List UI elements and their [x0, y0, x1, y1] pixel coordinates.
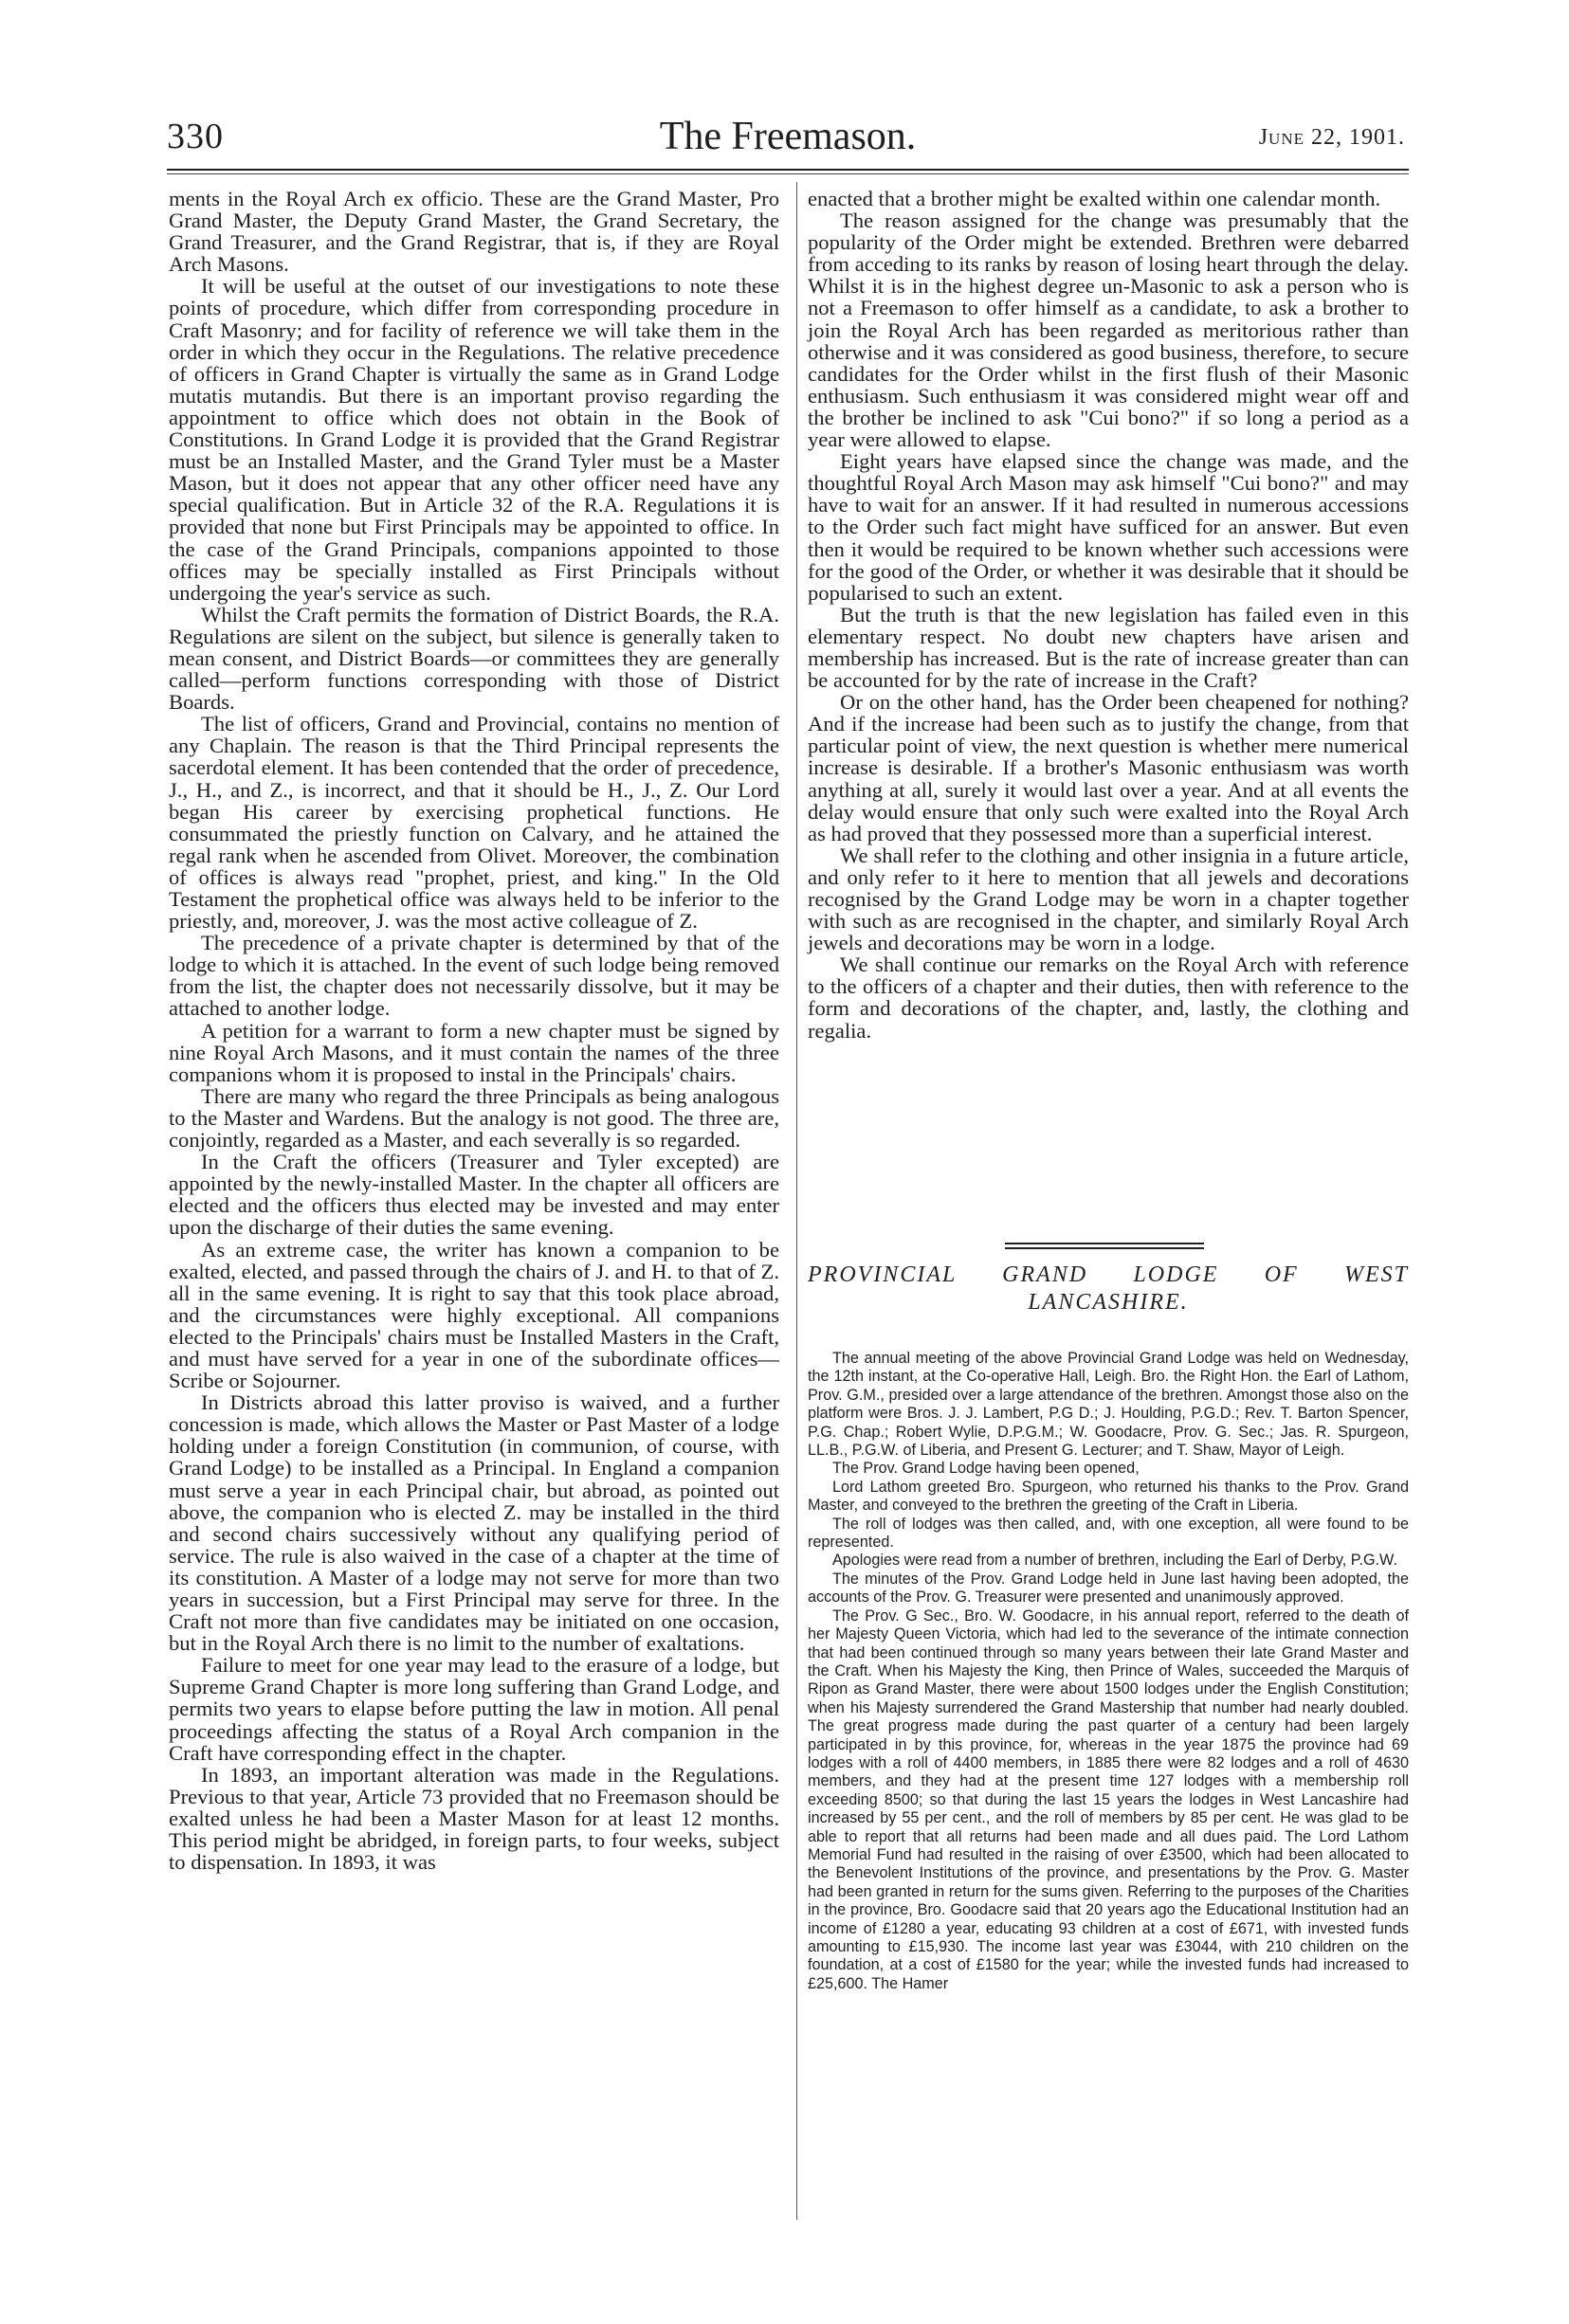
masthead: [167, 112, 1409, 169]
paragraph: We shall refer to the clothing and other insignia in a future article, and only refer to it here to mention that all jewels and decorations recognised by the Grand Lodge may be worn in a chapter together with such as are recognised in the chapter, and similarly Royal Arch jewels and decorations may be worn in a lodge.: [808, 843, 1409, 955]
paragraph: In Districts abroad this latter proviso is waived, and a further concession is made, which allows the Master or Past Master of a lodge holding under a foreign Constitution (in communion, of course, with Grand Lodge) to be installed as a Principal. In England a companion must serve a year in each Principal chair, but abroad, as pointed out above, the companion who is elected Z. may be installed in the third and second chairs successively without any qualifying period of service. The rule is also waived in the case of a chapter at the time of its constitution. A Master of a lodge may not serve for more than two years in succession, but a First Principal may serve for three. In the Craft not more than five candidates may be initiated on one occasion, but in the Royal Arch there is no limit to the number of exaltations.: [169, 1390, 779, 1656]
paragraph: Apologies were read from a number of brethren, including the Earl of Derby, P.G.W.: [832, 1552, 1397, 1570]
paragraph: The list of officers, Grand and Provincial, contains no mention of any Chaplain. The reason is that the Third Principal represents the sacerdotal element. It has been contended that the order of precedence, J., H., and Z., is incorrect, and that it should be H., J., Z. Our Lord began His career by exercising prophetical functions. He consummated the priestly function on Calvary, and he attained the regal rank when he ascended from Olivet. Moreover, the combination of offices is always read "prophet, priest, and king." In the Old Testament the prophetical office was always held to be inferior to the priestly, and, moreover, J. was the most active colleague of Z.: [169, 712, 779, 934]
article-heading-line: PROVINCIAL GRAND LODGE OF WEST: [808, 1262, 1409, 1287]
section-separator: [1005, 1243, 1204, 1253]
paragraph: In 1893, an important alteration was made in the Regulations. Previous to that year, Article 73 provided that no Freemason should be exalted unless he had been a Master Mason for at least 12 months. This period might be abridged, in foreign parts, to four weeks, subject to dispensation. In 1893, it was: [169, 1762, 779, 1875]
left-column: [169, 188, 779, 1873]
paragraph: The Prov. G Sec., Bro. W. Goodacre, in his annual report, referred to the death of her Majesty Queen Victoria, which had led to the severance of the intimate connection that had been continued through so many years between their late Grand Master and the Craft. When his Majesty the King, then Prince of Wales, succeeded the Marquis of Ripon as Grand Master, there were about 1500 lodges under the English Constitution; when his Majesty surrendered the Grand Mastership that number had nearly doubled. The great progress made during the past quarter of a century had been largely participated in by this province, for, whereas in the year 1875 the province had 69 lodges with a roll of 4400 members, in 1885 there were 82 lodges and a roll of 4630 members, and they had at the present time 127 lodges with a membership roll exceeding 8500; so that during the last 15 years the lodges in West Lancashire had increased by 55 per cent., and the roll of members by 85 per cent. He was glad to be able to report that all returns had been made and all dues paid. The Lord Lathom Memorial Fund had resulted in the raising of over £3500, which had been allocated to the Benevolent Institutions of the province, and presentations by the Prov. G. Master had been granted in return for the sums given. Referring to the purposes of the Charities in the province, Bro. Goodacre said that 20 years ago the Educational Institution had an income of £1280 a year, educating 93 children at a cost of £671, with invested funds amounting to £15,930. The income last year was £3044, with 210 children on the foundation, at a cost of £1580 for the year; while the invested funds had increased to £25,600. The Hamer: [808, 1607, 1409, 1992]
paragraph: But the truth is that the new legislation has failed even in this elementary respect. No doubt new chapters have arisen and membership has increased. But is the rate of increase greater than can be accounted for by the rate of increase in the Craft?: [808, 602, 1409, 693]
article-heading-line: LANCASHIRE.: [1028, 1290, 1189, 1315]
paragraph: The precedence of a private chapter is determined by that of the lodge to which it is attached. In the event of such lodge being removed from the list, the chapter does not necessarily dissolve, but it may be attached to another lodge.: [169, 931, 779, 1021]
paper-title: The Freemason.: [659, 115, 917, 158]
issue-date: June 22, 1901.: [1258, 125, 1405, 150]
right-column-continuation: [808, 188, 1409, 1042]
paragraph: The reason assigned for the change was presumably that the popularity of the Order might be extended. Brethren were debarred from acceding to its ranks by reason of losing heart through the delay. Whilst it is in the highest degree un-Masonic to ask a person who is not a Freemason to offer himself as a candidate, to ask a brother to join the Royal Arch has been regarded as meritorious rather than otherwise and it was considered as good business, therefore, to secure candidates for the Order whilst in the first flush of their Masonic enthusiasm. Such enthusiasm it was considered might wear off and the brother be inclined to ask "Cui bono?" if so long a period as a year were allowed to elapse.: [808, 209, 1409, 452]
paragraph: Or on the other hand, has the Order been cheapened for nothing? And if the increase had been such as to justify the change, from that particular point of view, the next question is whether mere numerical increase is desirable. If a brother's Masonic enthusiasm was worth anything at all, surely it would last over a year. And at all events the delay would ensure that only such were exalted into the Royal Arch as had proved that they possessed more than a superficial interest.: [808, 690, 1409, 845]
paragraph: The annual meeting of the above Provincial Grand Lodge was held on Wednesday, the 12th instant, at the Co-operative Hall, Leigh. Bro. the Right Hon. the Earl of Lathom, Prov. G.M., presided over a large attendance of the brethren. Amongst those also on the platform were Bros. J. J. Lambert, P.G D.; J. Houlding, P.G.D.; Rev. T. Barton Spencer, P.G. Chap.; Robert Wylie, D.P.G.M.; W. Goodacre, Prov. G. Sec.; Jas. R. Spurgeon, LL.B., P.G.W. of Liberia, and Present G. Lecturer; and T. Shaw, Mayor of Leigh.: [808, 1350, 1409, 1460]
paragraph: Lord Lathom greeted Bro. Spurgeon, who returned his thanks to the Prov. Grand Master, and conveyed to the brethren the greeting of the Craft in Liberia.: [808, 1478, 1409, 1515]
paragraph: As an extreme case, the writer has known a companion to be exalted, elected, and passed through the chairs of J. and H. to that of Z. all in the same evening. It is right to say that this took place abroad, and the circumstances were highly exceptional. All companions elected to the Principals' chairs must be Installed Masters in the Craft, and must have served for a year in one of the subordinate offices—Scribe or Sojourner.: [169, 1237, 779, 1393]
paragraph: The roll of lodges was then called, and, with one exception, all were found to be represented.: [808, 1515, 1409, 1552]
paragraph: Eight years have elapsed since the change was made, and the thoughtful Royal Arch Mason may ask himself "Cui bono?" and may have to wait for an answer. If it had resulted in numerous accessions to the Order such fact might have sufficed for an answer. But even then it would be required to be known whether such accessions were for the good of the Order, or whether it was desirable that it should be popularised to such an extent.: [808, 449, 1409, 605]
paragraph: enacted that a brother might be exalted within one calendar month.: [808, 187, 1381, 210]
paragraph: A petition for a warrant to form a new chapter must be signed by nine Royal Arch Masons, and it must contain the names of the three companions whom it is proposed to instal in the Principals' chairs.: [169, 1018, 779, 1086]
paragraph: Whilst the Craft permits the formation of District Boards, the R.A. Regulations are silent on the subject, but silence is generally taken to mean consent, and District Boards—or committees they are generally called—perform functions corresponding with those of District Boards.: [169, 602, 779, 715]
paragraph: It will be useful at the outset of our investigations to note these points of procedure, which differ from corresponding procedure in Craft Masonry; and for facility of reference we will take them in the order in which they occur in the Regulations. The relative precedence of officers in Grand Chapter is virtually the same as in Grand Lodge mutatis mutandis. But there is an important proviso regarding the appointment to office which does not obtain in the Book of Constitutions. In Grand Lodge it is provided that the Grand Registrar must be an Installed Master, and the Grand Tyler must be a Master Mason, but it does not appear that any other officer need have any special qualification. But in Article 32 of the R.A. Regulations it is provided that none but First Principals may be appointed to office. In the case of the Grand Principals, companions appointed to those offices may be specially installed as First Principals without undergoing the year's service as such.: [169, 274, 779, 605]
column-divider: [796, 182, 797, 2220]
paragraph: Failure to meet for one year may lead to the erasure of a lodge, but Supreme Grand Chapter is more long suffering than Grand Lodge, and permits two years to elapse before putting the law in motion. All penal proceedings affecting the status of a Royal Arch companion in the Craft have corresponding effect in the chapter.: [169, 1653, 779, 1765]
paragraph: The Prov. Grand Lodge having been opened,: [832, 1460, 1140, 1478]
paragraph: The minutes of the Prov. Grand Lodge held in June last having been adopted, the accounts of the Prov. G. Treasurer were presented and unanimously approved.: [808, 1570, 1409, 1607]
page-number: 330: [167, 117, 224, 156]
header-rule-thin: [167, 173, 1409, 174]
article-body: [808, 1350, 1409, 1993]
article-heading: [808, 1262, 1409, 1316]
paragraph: ments in the Royal Arch ex officio. These are the Grand Master, Pro Grand Master, the Deputy Grand Master, the Grand Secretary, the Grand Treasurer, and the Grand Registrar, that is, if they are Royal Arch Masons.: [169, 187, 779, 277]
header-rule: [167, 169, 1409, 171]
paragraph: There are many who regard the three Principals as being analogous to the Master and Wardens. But the analogy is not good. The three are, conjointly, regarded as a Master, and each severally is so regarded.: [169, 1083, 779, 1153]
paragraph: We shall continue our remarks on the Royal Arch with reference to the officers of a chapter and their duties, then with reference to the form and decorations of the chapter, and, lastly, the clothing and regalia.: [808, 953, 1409, 1043]
paragraph: In the Craft the officers (Treasurer and Tyler excepted) are appointed by the newly-installed Master. In the chapter all officers are elected and the officers thus elected may be invested and may enter upon the discharge of their duties the same evening.: [169, 1150, 779, 1240]
